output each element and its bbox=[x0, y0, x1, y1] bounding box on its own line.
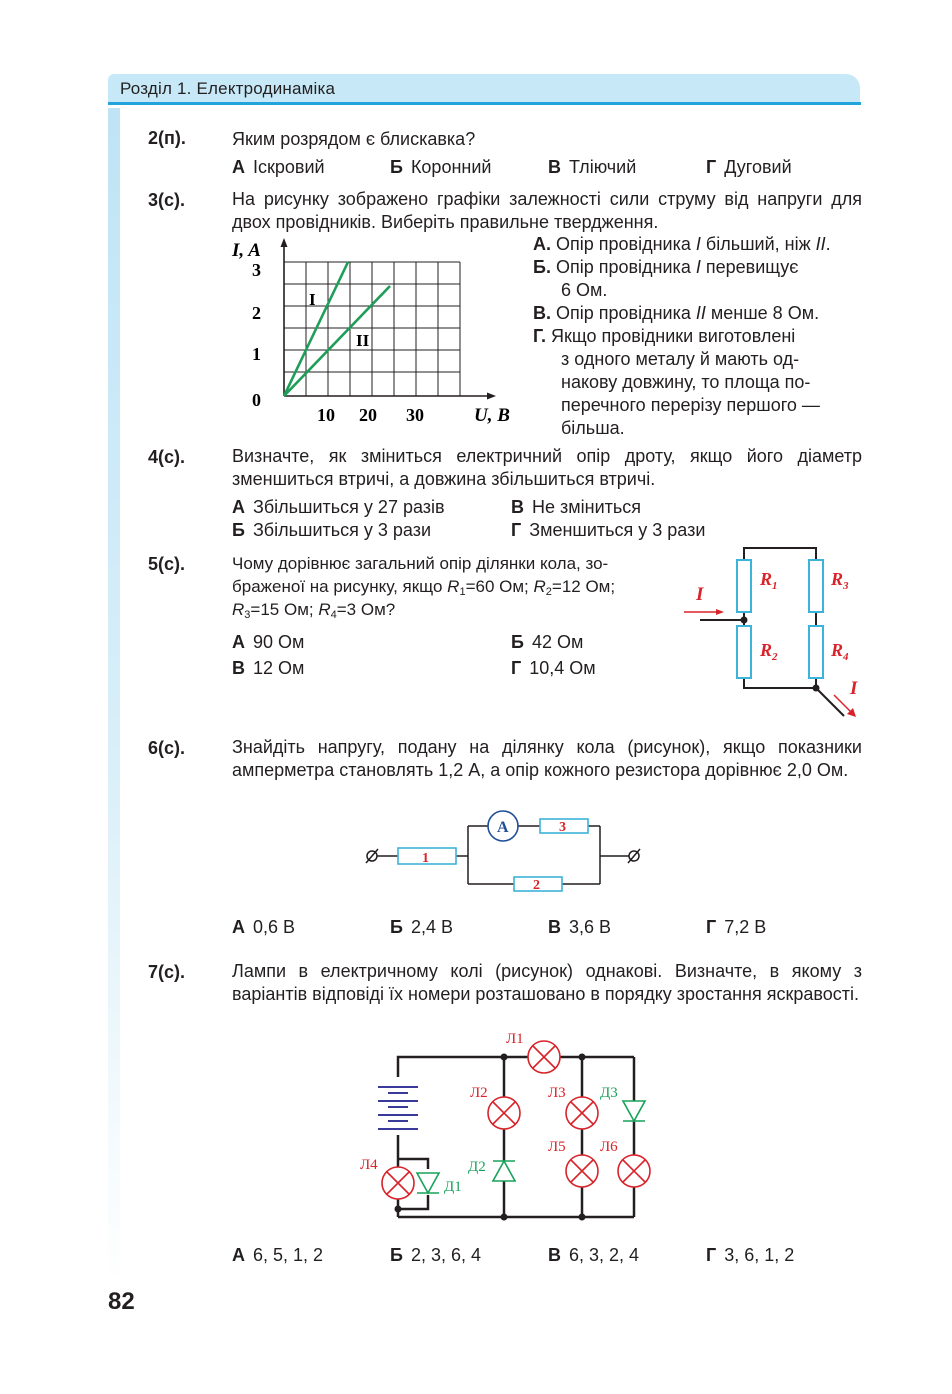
question-number-2: 2(п). bbox=[148, 128, 186, 148]
x-axis-label: U, B bbox=[474, 405, 510, 426]
q3-option-a: А. Опір провідника I більший, ніж II. bbox=[533, 234, 831, 254]
question-number-6: 6(с). bbox=[148, 738, 186, 758]
lamp-l6-icon bbox=[618, 1155, 650, 1187]
r3-label: $R_3$ bbox=[831, 569, 849, 592]
q6-option-b: Б 2,4 В bbox=[390, 917, 453, 937]
diode-d1-icon bbox=[417, 1173, 439, 1193]
lamp-l5-label: Л5 bbox=[548, 1139, 566, 1155]
q2-option-b: Б Коронний bbox=[390, 157, 492, 177]
lamp-l5-icon bbox=[566, 1155, 598, 1187]
lamp-l1-icon bbox=[528, 1041, 560, 1073]
lamp-l2-label: Л2 bbox=[470, 1085, 488, 1101]
side-accent-bar bbox=[108, 108, 120, 1288]
q5-option-c: В 12 Ом bbox=[232, 658, 305, 678]
diode-d1-label: Д1 bbox=[444, 1179, 462, 1195]
line-I bbox=[284, 262, 348, 396]
q5-option-b: Б 42 Ом bbox=[511, 632, 584, 652]
lamp-l2-icon bbox=[488, 1097, 520, 1129]
x-tick: 20 bbox=[359, 405, 377, 425]
q2-option-a: А Іскровий bbox=[232, 157, 325, 177]
question-5-line-3: $R_3=15$ Ом; $R_4=3$ Ом? bbox=[232, 600, 396, 621]
resistor-r3 bbox=[809, 560, 823, 612]
junction-dot bbox=[395, 1206, 402, 1213]
q3-option-b-cont: 6 Ом. bbox=[561, 280, 608, 300]
junction-dot bbox=[501, 1054, 508, 1061]
q7-option-a: А 6, 5, 1, 2 bbox=[232, 1245, 324, 1265]
current-in-arrowhead bbox=[716, 609, 724, 615]
lamp-l4-icon bbox=[382, 1167, 414, 1199]
question-4-text: Визначте, як зміниться електричний опір дроту, якщо його діаметр зменшиться втричі, а довжина збільшиться втричі. bbox=[232, 446, 862, 489]
q3-option-d-cont: накову довжину, то площа по- bbox=[561, 372, 811, 392]
line-II bbox=[284, 286, 390, 396]
question-6-text: Знайдіть напругу, подану на ділянку кола (рисунок), якщо показники амперметра становлять 1,2 А, а опір кожного резистора дорівнює 2,0 Ом. bbox=[232, 737, 862, 780]
iu-graph bbox=[224, 236, 524, 432]
q7-option-d: Г 3, 6, 1, 2 bbox=[706, 1245, 795, 1265]
r4-label: $R_4$ bbox=[831, 640, 849, 663]
lamp-circuit bbox=[350, 1025, 660, 1225]
resistor-r4 bbox=[809, 626, 823, 678]
q2-option-d: Г Дуговий bbox=[706, 157, 792, 177]
diode-d2-label: Д2 bbox=[468, 1159, 486, 1175]
junction-dot bbox=[813, 685, 820, 692]
line-I-label: I bbox=[309, 290, 316, 309]
question-3-text: На рисунку зображено графіки залежності сили струму від напруги для двох провідників. Виберіть правильне твердження. bbox=[232, 189, 862, 232]
question-5-line-2: браженої на рисунку, якщо $R_1=60$ Ом; $R_2=12$ Ом; bbox=[232, 577, 616, 598]
lamp-l4-label: Л4 bbox=[360, 1157, 378, 1173]
x-axis-arrow bbox=[487, 393, 496, 400]
q3-option-d-cont: з одного металу й мають од- bbox=[561, 349, 800, 369]
q3-option-b: Б. Опір провідника I перевищує bbox=[533, 257, 799, 277]
q2-option-c: В Тліючий bbox=[548, 157, 637, 177]
graph-grid bbox=[284, 262, 460, 396]
q6-option-a: А 0,6 В bbox=[232, 917, 296, 937]
r1-label: $R_1$ bbox=[760, 569, 778, 592]
y-tick: 3 bbox=[252, 260, 261, 280]
ammeter-circuit bbox=[358, 808, 658, 898]
q7-option-c: В 6, 3, 2, 4 bbox=[548, 1245, 640, 1265]
y-axis-label: I, A bbox=[232, 240, 261, 261]
bridge-circuit bbox=[680, 540, 880, 730]
question-5-line-1: Чому дорівнює загальний опір ділянки кола, зо- bbox=[232, 554, 609, 573]
header-underline bbox=[108, 102, 861, 105]
question-number-4: 4(с). bbox=[148, 447, 186, 467]
page-number: 82 bbox=[108, 1288, 135, 1315]
resistor-r2 bbox=[737, 626, 751, 678]
q4-option-b: Б Збільшиться у 3 рази bbox=[232, 520, 432, 540]
current-label-out: I bbox=[850, 678, 858, 699]
y-tick: 2 bbox=[252, 303, 261, 323]
diode-d3-label: Д3 bbox=[600, 1085, 618, 1101]
junction-dot bbox=[579, 1054, 586, 1061]
diode-d3-icon bbox=[623, 1101, 645, 1121]
question-number-5: 5(с). bbox=[148, 554, 186, 574]
lamp-l3-icon bbox=[566, 1097, 598, 1129]
resistor-3-label: 3 bbox=[559, 820, 566, 835]
q5-option-d: Г 10,4 Ом bbox=[511, 658, 596, 678]
line-II-label: II bbox=[356, 331, 370, 350]
section-title: Розділ 1. Електродинаміка bbox=[120, 79, 336, 98]
lamp-l6-label: Л6 bbox=[600, 1139, 618, 1155]
lamp-l1-label: Л1 bbox=[506, 1031, 524, 1047]
r2-label: $R_2$ bbox=[760, 640, 778, 663]
question-2-text: Яким розрядом є блискавка? bbox=[232, 129, 476, 149]
q5-option-a: А 90 Ом bbox=[232, 632, 305, 652]
ammeter-label: A bbox=[497, 819, 509, 836]
question-7-text: Лампи в електричному колі (рисунок) однакові. Визначте, в якому з варіантів відповіді їх номери розташовано в порядку зростання яскравості. bbox=[232, 961, 862, 1004]
section-header bbox=[108, 74, 860, 102]
q3-option-c: В. Опір провідника II менше 8 Ом. bbox=[533, 303, 820, 323]
q3-option-d-cont: перечного перерізу першого — bbox=[561, 395, 820, 415]
q3-option-d: Г. Якщо провідники виготовлені bbox=[533, 326, 796, 346]
y-tick: 1 bbox=[252, 344, 261, 364]
q4-option-c: В Не зміниться bbox=[511, 497, 642, 517]
q3-option-d-cont: більша. bbox=[561, 418, 625, 438]
y-tick: 0 bbox=[252, 390, 261, 410]
current-label-in: I bbox=[696, 584, 704, 605]
junction-dot bbox=[501, 1214, 508, 1221]
question-number-7: 7(с). bbox=[148, 962, 186, 982]
resistor-1-label: 1 bbox=[422, 851, 429, 866]
q4-option-a: А Збільшиться у 27 разів bbox=[232, 497, 445, 517]
battery-icon bbox=[378, 1087, 418, 1129]
y-axis-arrow bbox=[281, 238, 288, 247]
q6-option-d: Г 7,2 В bbox=[706, 917, 767, 937]
lamp-l3-label: Л3 bbox=[548, 1085, 566, 1101]
resistor-r1 bbox=[737, 560, 751, 612]
q6-option-c: В 3,6 В bbox=[548, 917, 612, 937]
x-tick: 30 bbox=[406, 405, 424, 425]
q7-option-b: Б 2, 3, 6, 4 bbox=[390, 1245, 481, 1265]
junction-dot bbox=[579, 1214, 586, 1221]
question-number-3: 3(с). bbox=[148, 190, 186, 210]
diode-d2-icon bbox=[493, 1161, 515, 1181]
x-tick: 10 bbox=[317, 405, 335, 425]
junction-dot bbox=[741, 617, 748, 624]
resistor-2-label: 2 bbox=[533, 878, 540, 893]
q4-option-d: Г Зменшиться у 3 рази bbox=[511, 520, 706, 540]
